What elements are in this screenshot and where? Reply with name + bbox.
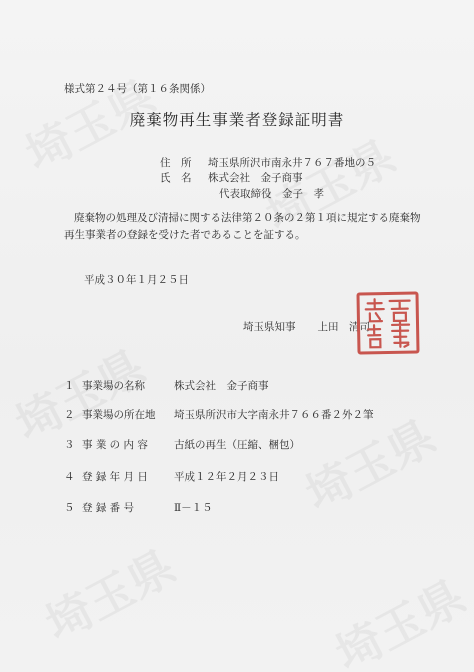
item-value: Ⅱ－１５ <box>174 502 213 514</box>
item-value: 古紙の再生（圧縮、梱包） <box>174 439 300 451</box>
item-number: ３ <box>64 439 75 451</box>
representative: 代表取締役 金子 孝 <box>219 188 324 200</box>
watermark <box>323 561 474 672</box>
list-item <box>64 469 279 484</box>
name-value: 株式会社 金子商事 <box>208 172 303 184</box>
issuer <box>243 319 370 334</box>
issue-date: 平成３０年１月２５日 <box>84 274 189 286</box>
official-seal-stamp <box>356 291 419 354</box>
item-label: 登 録 番 号 <box>82 502 135 514</box>
form-number: 様式第２４号（第１６条関係） <box>64 83 211 95</box>
list-item <box>64 500 213 515</box>
item-value: 平成１２年２月２３日 <box>174 471 279 483</box>
item-number: １ <box>64 380 75 392</box>
item-label: 事業場の所在地 <box>82 409 156 421</box>
item-number: ４ <box>64 471 75 483</box>
address-row <box>160 155 376 170</box>
address-label: 住 所 <box>160 157 192 169</box>
issuer-title: 埼玉県知事 <box>243 321 296 333</box>
issuer-name: 上田 清司 <box>317 321 370 333</box>
list-item <box>64 407 374 422</box>
list-item <box>64 437 300 452</box>
item-label: 事 業 の 内 容 <box>82 439 148 451</box>
seal-icon <box>360 295 417 352</box>
certification-text: 廃棄物の処理及び清掃に関する法律第２０条の２第１項に規定する廃棄物再生事業者の登録を受けた者であることを証する。 <box>64 212 421 241</box>
item-value: 埼玉県所沢市大字南永井７６６番２外２筆 <box>174 409 374 421</box>
page-title: 廃棄物再生事業者登録証明書 <box>129 111 345 129</box>
item-label: 事業場の名称 <box>82 380 145 392</box>
item-number: ２ <box>64 409 75 421</box>
name-label: 氏 名 <box>160 172 192 184</box>
item-number: ５ <box>64 502 75 514</box>
item-value: 株式会社 金子商事 <box>174 380 269 392</box>
watermark <box>33 531 186 654</box>
address-value: 埼玉県所沢市南永井７６７番地の５ <box>208 157 376 169</box>
name-row <box>160 170 303 185</box>
list-item <box>64 378 269 393</box>
item-label: 登 録 年 月 日 <box>82 471 148 483</box>
